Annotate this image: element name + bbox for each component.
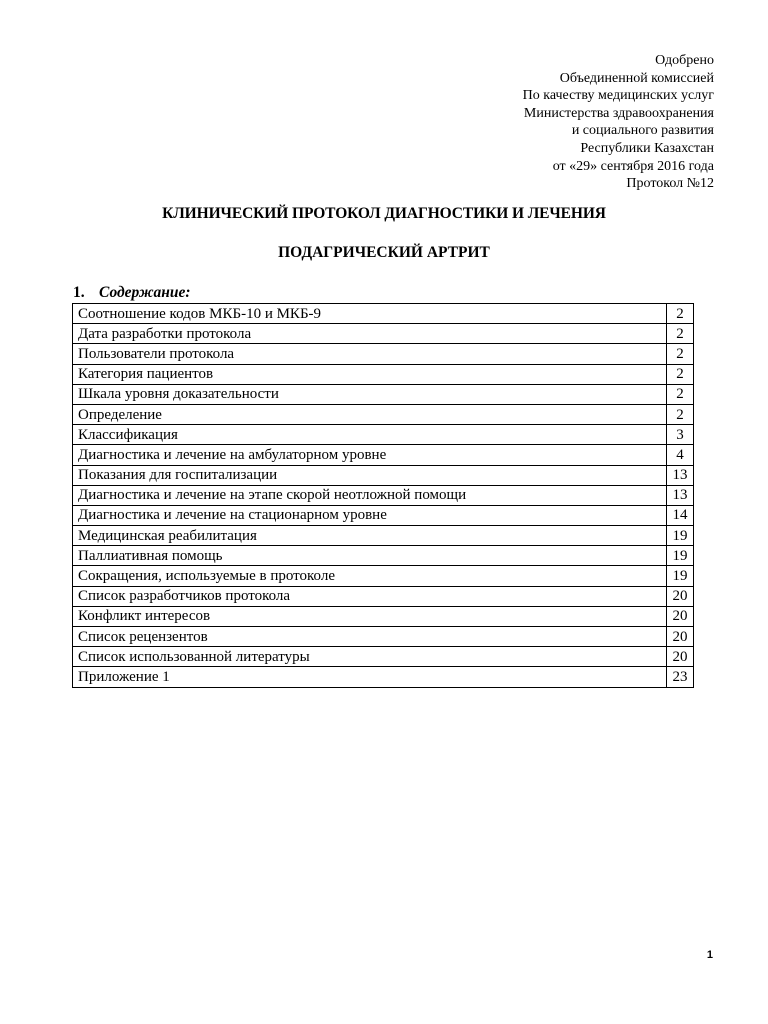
toc-row-page: 14 <box>667 505 694 525</box>
approval-line: Одобрено <box>655 53 714 68</box>
toc-row-page: 2 <box>667 384 694 404</box>
toc-heading-label: Содержание: <box>99 284 191 301</box>
toc-row <box>73 586 694 606</box>
toc-row-page: 2 <box>667 364 694 384</box>
approval-line: Объединенной комиссией <box>559 70 714 86</box>
toc-row-label: Сокращения, используемые в протоколе <box>73 566 667 586</box>
toc-table <box>72 303 694 688</box>
toc-row <box>73 364 694 384</box>
toc-row <box>73 505 694 525</box>
toc-row <box>73 304 694 324</box>
toc-heading <box>73 284 191 302</box>
toc-row-label: Шкала уровня доказательности <box>73 384 667 404</box>
toc-row <box>73 344 694 364</box>
toc-row <box>73 526 694 546</box>
toc-row <box>73 546 694 566</box>
toc-row-page: 19 <box>667 526 694 546</box>
toc-row-page: 19 <box>667 546 694 566</box>
approval-line: Министерства здравоохранения <box>523 105 714 121</box>
toc-row <box>73 566 694 586</box>
document-title: КЛИНИЧЕСКИЙ ПРОТОКОЛ ДИАГНОСТИКИ И ЛЕЧЕНИЯ <box>162 205 606 222</box>
toc-row-page: 3 <box>667 425 694 445</box>
toc-row <box>73 485 694 505</box>
toc-row-label: Диагностика и лечение на стационарном уровне <box>73 505 667 525</box>
approval-line: Протокол №12 <box>626 176 714 192</box>
toc-row-label: Список разработчиков протокола <box>73 586 667 606</box>
toc-row-label: Определение <box>73 404 667 424</box>
toc-row-label: Медицинская реабилитация <box>73 526 667 546</box>
toc-row <box>73 667 694 687</box>
toc-table-body <box>73 304 694 688</box>
toc-row-label: Категория пациентов <box>73 364 667 384</box>
approval-block <box>523 52 714 193</box>
toc-row-label: Список использованной литературы <box>73 647 667 667</box>
toc-heading-number: 1. <box>73 284 85 301</box>
toc-row-label: Паллиативная помощь <box>73 546 667 566</box>
approval-line: Республики Казахстан <box>580 140 714 156</box>
toc-row-page: 20 <box>667 627 694 647</box>
approval-line: и социального развития <box>571 123 714 139</box>
document-subtitle: ПОДАГРИЧЕСКИЙ АРТРИТ <box>278 244 490 261</box>
toc-row-label: Дата разработки протокола <box>73 324 667 344</box>
toc-row <box>73 384 694 404</box>
toc-row-page: 13 <box>667 485 694 505</box>
toc-row-page: 13 <box>667 465 694 485</box>
approval-line: По качеству медицинских услуг <box>522 88 714 104</box>
toc-row <box>73 324 694 344</box>
toc-row-page: 4 <box>667 445 694 465</box>
toc-row-label: Соотношение кодов МКБ-10 и МКБ-9 <box>73 304 667 324</box>
toc-row <box>73 404 694 424</box>
toc-row-label: Конфликт интересов <box>73 606 667 626</box>
toc-row-page: 2 <box>667 344 694 364</box>
toc-row <box>73 606 694 626</box>
page-number: 1 <box>706 949 713 961</box>
toc-row-page: 20 <box>667 586 694 606</box>
toc-row-label: Классификация <box>73 425 667 445</box>
toc-row-page: 2 <box>667 324 694 344</box>
approval-line: от «29» сентября 2016 года <box>552 158 714 174</box>
toc-row-page: 2 <box>667 304 694 324</box>
toc-row <box>73 647 694 667</box>
toc-row <box>73 425 694 445</box>
toc-row-page: 2 <box>667 404 694 424</box>
toc-row-label: Показания для госпитализации <box>73 465 667 485</box>
toc-row-label: Приложение 1 <box>73 667 667 687</box>
toc-row-label: Список рецензентов <box>73 627 667 647</box>
toc-row <box>73 627 694 647</box>
toc-row-page: 23 <box>667 667 694 687</box>
toc-row-page: 20 <box>667 606 694 626</box>
toc-row-label: Диагностика и лечение на амбулаторном уровне <box>73 445 667 465</box>
toc-row-label: Пользователи протокола <box>73 344 667 364</box>
toc-row-page: 20 <box>667 647 694 667</box>
toc-row-page: 19 <box>667 566 694 586</box>
toc-row <box>73 465 694 485</box>
toc-row-label: Диагностика и лечение на этапе скорой неотложной помощи <box>73 485 667 505</box>
toc-row <box>73 445 694 465</box>
